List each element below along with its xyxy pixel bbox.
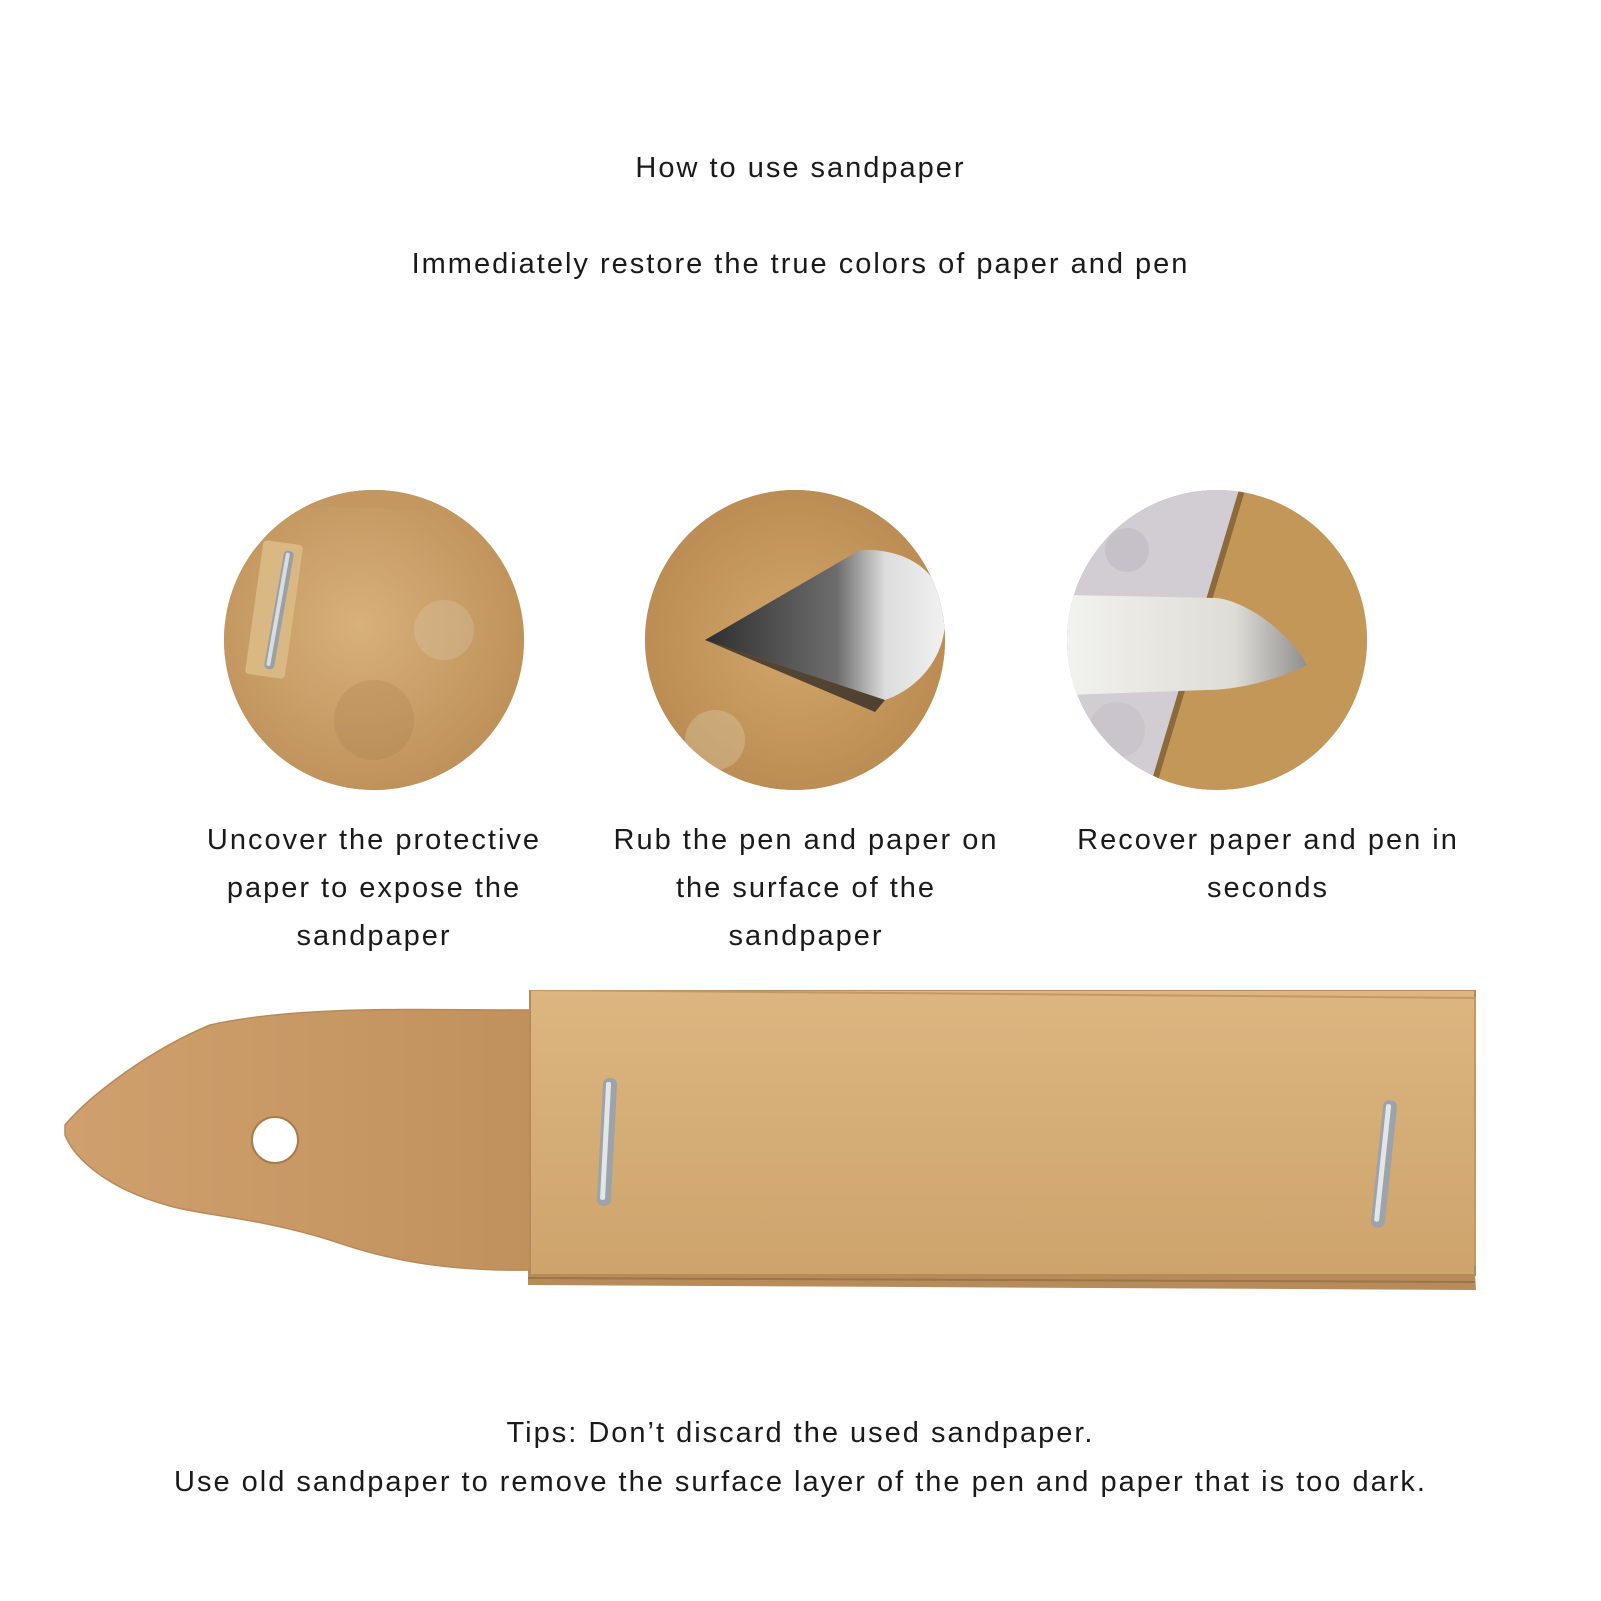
clean-stump-icon <box>1067 490 1367 790</box>
step-3-caption: Recover paper and pen in seconds <box>1077 824 1459 904</box>
step-2-photo <box>645 490 945 790</box>
step-3-photo <box>1067 490 1367 790</box>
step-1-photo <box>224 490 524 790</box>
stump-rubbing-sandpaper-icon <box>645 490 945 790</box>
sandpaper-pointer-block-illustration <box>0 990 1601 1330</box>
page-subtitle: Immediately restore the true colors of paper and pen <box>411 248 1190 280</box>
staple-on-sandpaper-icon <box>224 490 524 790</box>
step-2-caption: Rub the pen and paper on the surface of the sandpaper <box>613 824 999 952</box>
step-1-caption: Uncover the protective paper to expose the sandpaper <box>206 824 542 952</box>
tips-line-2: Use old sandpaper to remove the surface layer of the pen and paper that is too dark. <box>174 1466 1427 1498</box>
hang-hole <box>252 1117 298 1163</box>
sandpaper-pad <box>530 990 1475 1275</box>
page-title: How to use sandpaper <box>635 152 966 184</box>
tips-line-1: Tips: Don’t discard the used sandpaper. <box>506 1417 1095 1449</box>
